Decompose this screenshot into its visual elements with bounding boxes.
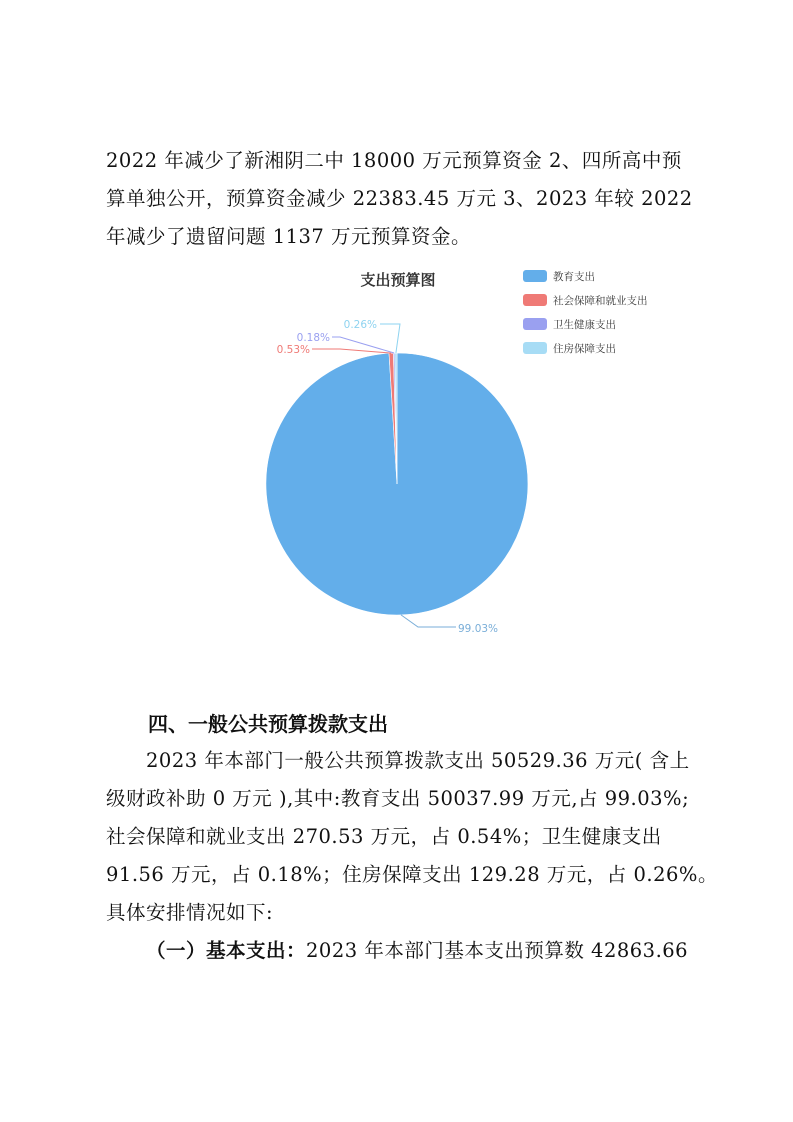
legend-label-health: 卫生健康支出 [553, 319, 616, 331]
pie-slices [266, 353, 528, 615]
pie-label-health: 0.18% [296, 332, 330, 344]
section4-line-3: 社会保障和就业支出 270.53 万元，占 0.54%；卫生健康支出 [106, 825, 662, 848]
pie-leader-social-security [312, 349, 391, 353]
section4-line-4: 91.56 万元，占 0.18%；住房保障支出 129.28 万元，占 0.26%。 [106, 863, 718, 886]
pie-leader-housing [380, 324, 400, 353]
legend-label-housing: 住房保障支出 [553, 343, 616, 355]
legend-swatch-social-security [523, 294, 547, 306]
legend-label-education: 教育支出 [553, 271, 595, 283]
intro-paragraph [106, 142, 696, 256]
legend-swatch-education [523, 270, 547, 282]
pie-label-social-security: 0.53% [276, 344, 310, 356]
intro-line-2: 算单独公开，预算资金减少 22383.45 万元 3、2023 年较 2022 [106, 187, 693, 210]
legend-swatch-health [523, 318, 547, 330]
intro-line-1: 2022 年减少了新湘阴二中 18000 万元预算资金 2、四所高中预 [106, 149, 682, 172]
intro-line-3: 年减少了遗留问题 1137 万元预算资金。 [106, 225, 472, 248]
pie-leader-education [401, 615, 456, 627]
legend-label-social-security: 社会保障和就业支出 [553, 295, 648, 307]
section4-paragraph [106, 742, 718, 970]
section4-line-1: 2023 年本部门一般公共预算拨款支出 50529.36 万元( 含上 [146, 749, 690, 772]
legend-swatch-housing [523, 342, 547, 354]
basic-expenditure-label: （一）基本支出： [146, 939, 307, 962]
pie-label-housing: 0.26% [343, 319, 377, 331]
basic-expenditure-line [106, 932, 696, 970]
section4-line-2: 级财政补助 0 万元 ),其中:教育支出 50037.99 万元,占 99.03%; [106, 787, 690, 810]
expenditure-pie-chart [240, 262, 660, 647]
pie-label-education: 99.03% [458, 623, 499, 635]
section-heading: 四、一般公共预算拨款支出 [148, 712, 388, 736]
chart-title: 支出预算图 [360, 271, 436, 289]
chart-legend [523, 270, 648, 355]
section4-line-5: 具体安排情况如下: [106, 901, 274, 924]
basic-expenditure-text: 2023 年本部门基本支出预算数 42863.66 [306, 939, 689, 962]
